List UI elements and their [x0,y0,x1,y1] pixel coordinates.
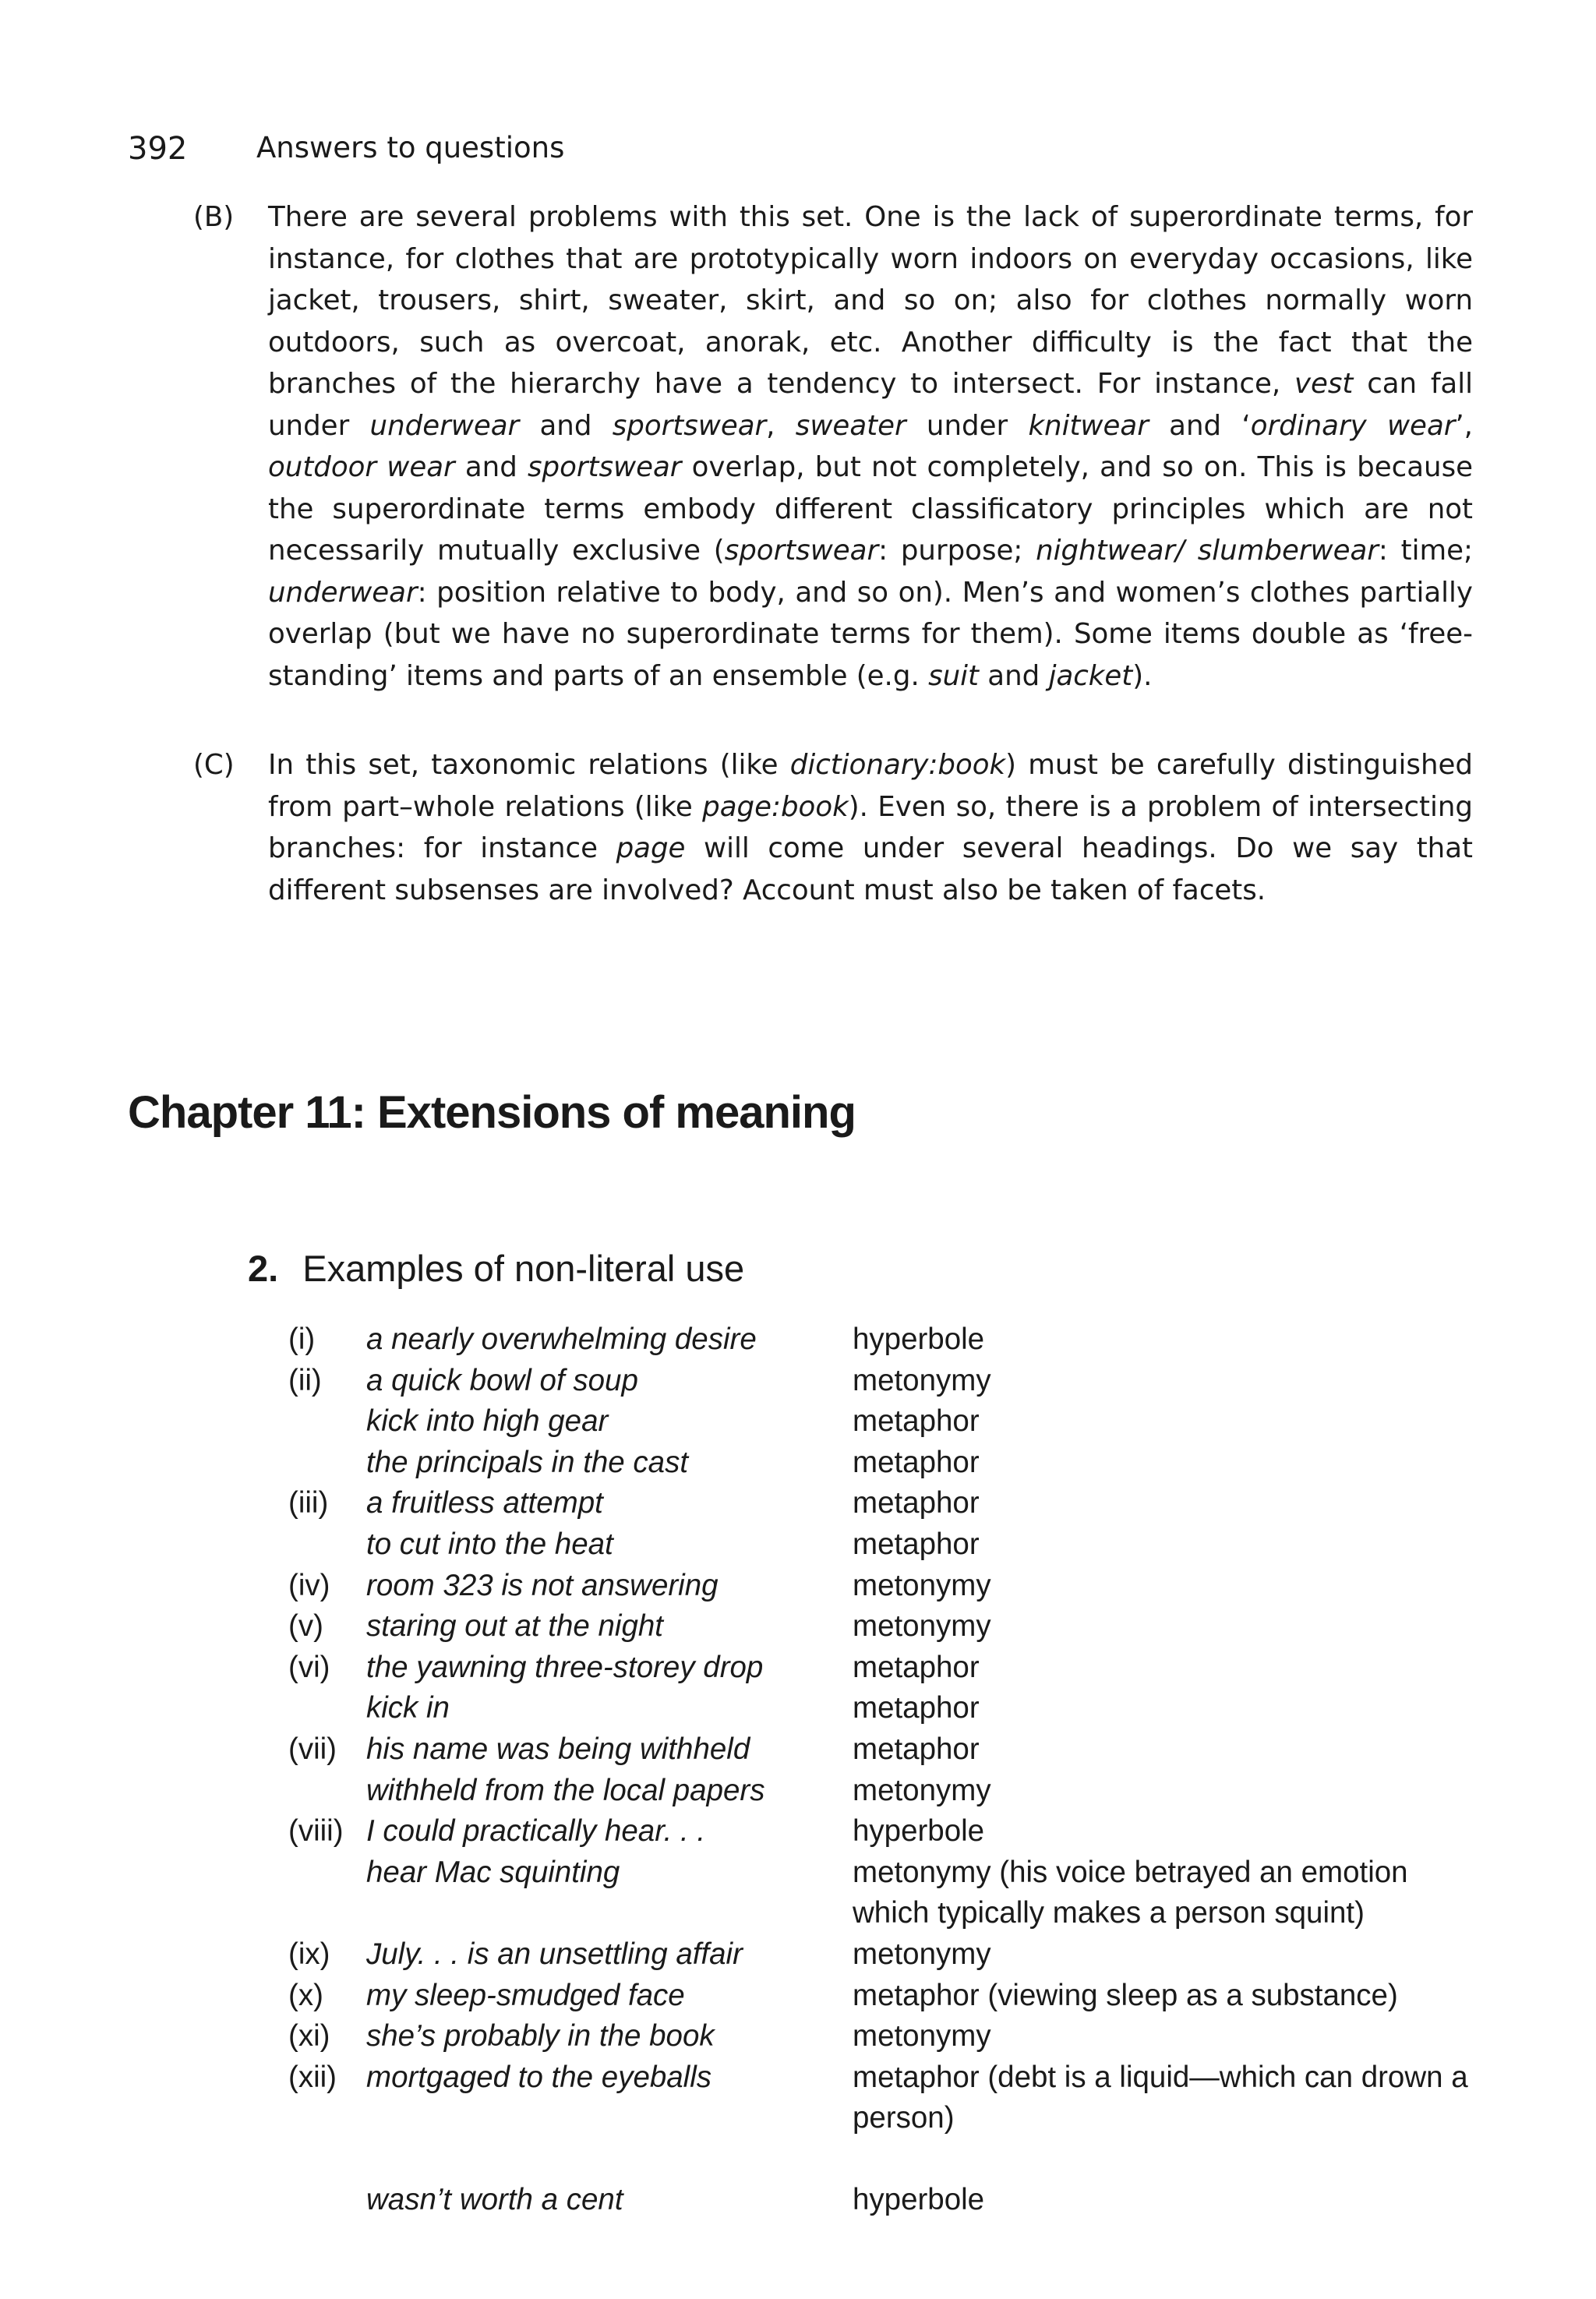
example-type: metonymy [853,1773,991,1807]
italic-term: dictionary:book [789,749,1006,781]
answer-b-text [268,196,1473,697]
example-phrase: room 323 is not answering [366,1568,719,1602]
example-phrase: I could practically hear. . . [366,1814,706,1849]
example-phrase: the principals in the cast [366,1445,689,1479]
italic-term: suit [928,659,979,692]
text-run: under [906,409,1029,442]
example-type: metaphor (debt is a liquid—which can drown a person) [853,2060,1468,2135]
answer-c-text [268,744,1473,911]
text-run: will come under several headings. Do we say that different subsenses are involved? Account must also be taken of facets. [268,832,1473,906]
text-run: : time; [1378,535,1473,567]
example-row [288,1976,1504,2017]
example-type: metaphor [853,1691,980,1725]
running-head [128,131,564,167]
example-type: metaphor [853,1732,980,1766]
text-run: : purpose; [878,535,1036,567]
text-run: and ‘ [1148,409,1251,442]
example-row [288,1319,1504,1361]
text-run: and [979,659,1049,692]
example-phrase: a fruitless attempt [366,1486,603,1520]
text-run: : position relative to body, and so on). Men’s and women’s clothes partially overlap (but we have no superordinate terms for them). Some items double as ‘free-standing’ items and parts of an ensemble (e.g. [268,576,1473,692]
example-phrase: July. . . is an unsettling affair [366,1937,743,1971]
example-type: metaphor [853,1404,980,1439]
italic-term: nightwear/ slumberwear [1036,535,1379,567]
example-type: metaphor [853,1527,980,1561]
example-type: hyperbole [853,2183,985,2217]
example-row [288,2180,1504,2221]
example-number: (x) [288,1978,323,2012]
example-row [288,1483,1504,1524]
text-run: In this set, taxonomic relations (like [268,749,790,781]
example-row [288,1401,1504,1443]
example-number: (iii) [288,1486,329,1520]
example-number: (vii) [288,1732,337,1766]
example-row [288,1688,1504,1729]
example-phrase: mortgaged to the eyeballs [366,2060,712,2094]
example-row [288,1361,1504,1402]
example-number: (i) [288,1323,316,1356]
page-number: 392 [128,131,188,167]
example-phrase: a nearly overwhelming desire [366,1323,757,1356]
example-phrase: a quick bowl of soup [366,1363,638,1397]
example-row [288,1566,1504,1607]
running-head-title: Answers to questions [256,131,565,164]
example-row [288,1811,1504,1852]
text-run: There are several problems with this set. One is the lack of superordinate terms, for instance, for clothes that are prototypically worn indoors on everyday occasions, like jacket, trousers, shirt, sweater, skirt, and so on; also for clothes normally worn outdoors, such as overcoat, anorak, etc. Another difficulty is the fact that the branches of the hierarchy have a tendency to intersect. For instance, [268,201,1473,400]
example-type: metonymy [853,1937,991,1971]
example-phrase: kick into high gear [366,1404,609,1439]
italic-term: underwear [369,409,520,442]
example-type: metonymy (his voice betrayed an emotion which typically makes a person squint) [853,1855,1408,1930]
italic-term: sportswear [528,451,682,483]
example-type: metaphor [853,1650,980,1684]
italic-term: knitwear [1028,409,1149,442]
example-number: (ix) [288,1937,330,1971]
italic-term: sweater [795,409,906,442]
example-row [288,1524,1504,1566]
italic-term: sportswear [612,409,767,442]
text-run: overlap, but not completely, and so on. This is because the superordinate terms embody different classificatory principles which are not necessarily mutually exclusive ( [268,451,1473,567]
example-row [288,1443,1504,1484]
example-number: (ii) [288,1363,322,1397]
answer-b-label: (B) [193,201,235,233]
example-phrase: my sleep-smudged face [366,1978,685,2012]
example-row [288,1771,1504,1812]
examples-list [288,1319,1504,2221]
example-number: (vi) [288,1650,330,1684]
example-phrase: she’s probably in the book [366,2019,715,2054]
example-phrase: his name was being withheld [366,1732,750,1766]
example-row [288,1934,1504,1976]
italic-term: page:book [702,790,849,823]
text-run: can fall under [268,368,1473,442]
answer-b [193,196,1473,697]
example-type: metaphor [853,1486,980,1520]
text-run: ) must be carefully distinguished from part–whole relations (like [268,749,1473,823]
example-phrase: to cut into the heat [366,1527,613,1561]
text-run: and [519,409,613,442]
section-title: Examples of non-literal use [302,1248,745,1289]
example-phrase: withheld from the local papers [366,1773,765,1807]
italic-term: sportswear [724,535,879,567]
example-number: (v) [288,1609,323,1644]
example-number: (iv) [288,1568,330,1602]
example-type: metonymy [853,1609,991,1644]
italic-term: vest [1294,368,1354,400]
chapter-title: Chapter 11: Extensions of meaning [128,1087,856,1138]
italic-term: underwear [268,576,418,609]
section-number: 2. [248,1248,279,1289]
example-phrase: wasn’t worth a cent [366,2183,623,2217]
example-phrase: kick in [366,1691,450,1725]
italic-term: page [616,832,686,864]
example-number: (xi) [288,2019,330,2054]
example-number: (xii) [288,2060,337,2094]
example-number: (viii) [288,1814,344,1849]
example-type: metonymy [853,2019,991,2054]
example-row [288,2057,1504,2139]
italic-term: outdoor wear [268,451,455,483]
example-type: hyperbole [853,1323,985,1356]
example-type: metonymy [853,1568,991,1602]
text-run: ’, [1455,409,1473,442]
example-type: metaphor (viewing sleep as a substance) [853,1978,1398,2012]
text-run: ). [1132,659,1153,692]
example-row [288,1606,1504,1647]
text-run: , [766,409,796,442]
example-phrase: hear Mac squinting [366,1855,620,1889]
answer-c-label: (C) [193,749,235,781]
example-type: metaphor [853,1445,980,1479]
answer-c [193,744,1473,911]
example-type: metonymy [853,1363,991,1397]
text-run: and [454,451,528,483]
example-row [288,2016,1504,2057]
text-run: ). Even so, there is a problem of intersecting branches: for instance [268,790,1473,864]
italic-term: ordinary wear [1250,409,1456,442]
example-row [288,1729,1504,1771]
example-row [288,1852,1504,1934]
example-row [288,1647,1504,1689]
example-type: hyperbole [853,1814,985,1849]
example-phrase: staring out at the night [366,1609,663,1644]
example-phrase: the yawning three-storey drop [366,1650,764,1684]
italic-term: jacket [1048,659,1133,692]
section-heading [248,1247,744,1290]
